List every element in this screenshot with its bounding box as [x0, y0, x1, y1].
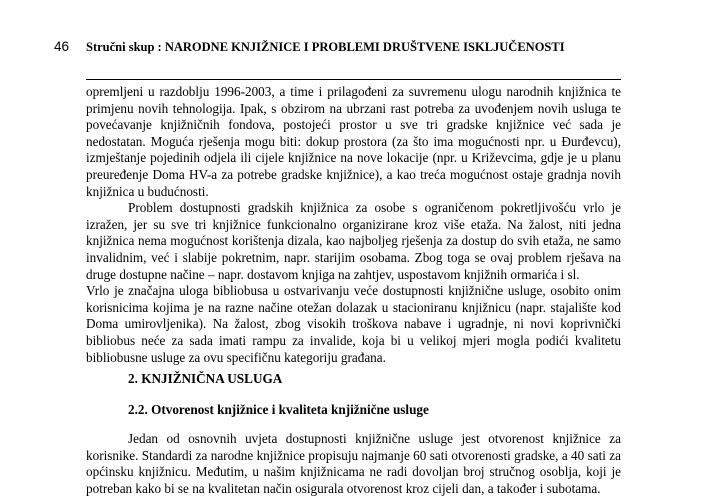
paragraph-4: Jedan od osnovnih uvjeta dostupnosti knjižnične usluge jest otvorenost knjižnice za korisnike. Standardi za narodne knjižnice propisuju najmanje 60 sati otvorenosti gradske, a 40 sati za općinsku knjižnicu. Međutim, u našim knjižnicama ne radi dovoljan broj stručnog osoblja, koji je potreban kako bi se na kvalitetan način osigurala otvorenost kroz cijeli dan, a također i subotama. [86, 431, 621, 496]
paragraph-1: opremljeni u razdoblju 1996-2003, a time i prilagođeni za suvremenu ulogu narodnih knjižnica te primjenu novih tehnologija. Ipak, s obzirom na ubrzani rast potreba za uvođenjem novih usluga te povećavanje knjižničnih fondova, postojeći prostor u sve tri gradske knjižnice već sada je nedostatan. Moguća rješenja mogu biti: dokup prostora (za što ima mogućnosti npr. u Đurđevcu), izmještanje pojedinih odjela ili cijele knjižnice na nove lokacije (npr. u Križevcima, gdje je u planu preuređenje Doma HV-a za potrebe gradske knjižnice), a kao treća mogućnost ostaje gradnja novih knjižnica u budućnosti. [86, 84, 621, 199]
page-number: 46 [54, 39, 70, 54]
body-text-2 [86, 431, 621, 497]
running-header [54, 39, 565, 55]
section-heading: 2. KNJIŽNIČNA USLUGA [128, 371, 283, 386]
paragraph-3: Vrlo je značajna uloga bibliobusa u ostvarivanju veće dostupnosti knjižnične usluge, osobito onim korisnicima kojima je na razne načine otežan dolazak u stacioniranu knjižnicu (napr. stajalište kod Doma umirovljenika). Na žalost, zbog visokih troškova nabave i ugradnje, ni novi koprivnički bibliobus neće za sada imati rampu za invalide, koja bi u velikoj mjeri mogla podići kvalitetu bibliobusne usluge za ovu specifičnu kategoriju građana. [86, 283, 621, 365]
subsection-heading: 2.2. Otvorenost knjižnice i kvaliteta knjižnične usluge [128, 402, 429, 417]
header-rule [86, 79, 621, 80]
paragraph-2: Problem dostupnosti gradskih knjižnica za osobe s ograničenom pokretljivošću vrlo je izražen, jer su sve tri knjižnice funkcionalno organizirane kroz više etaža. Na žalost, niti jedna knjižnica nema mogućnost korištenja dizala, kao najbolјeg rješenja za dostup do svih etaža, ne samo invalidnim, već i slabije pokretnim, napr. starijim osobama. Zbog toga se ovaj problem rješava na druge dostupne načine – napr. dostavom knjiga na zahtjev, uspostavom knjižnih ormarića i sl. [86, 200, 621, 282]
header-title: Stručni skup : NARODNE KNJIŽNICE I PROBLEMI DRUŠTVENE ISKLJUČENOSTI [86, 40, 565, 54]
body-text [86, 84, 621, 366]
